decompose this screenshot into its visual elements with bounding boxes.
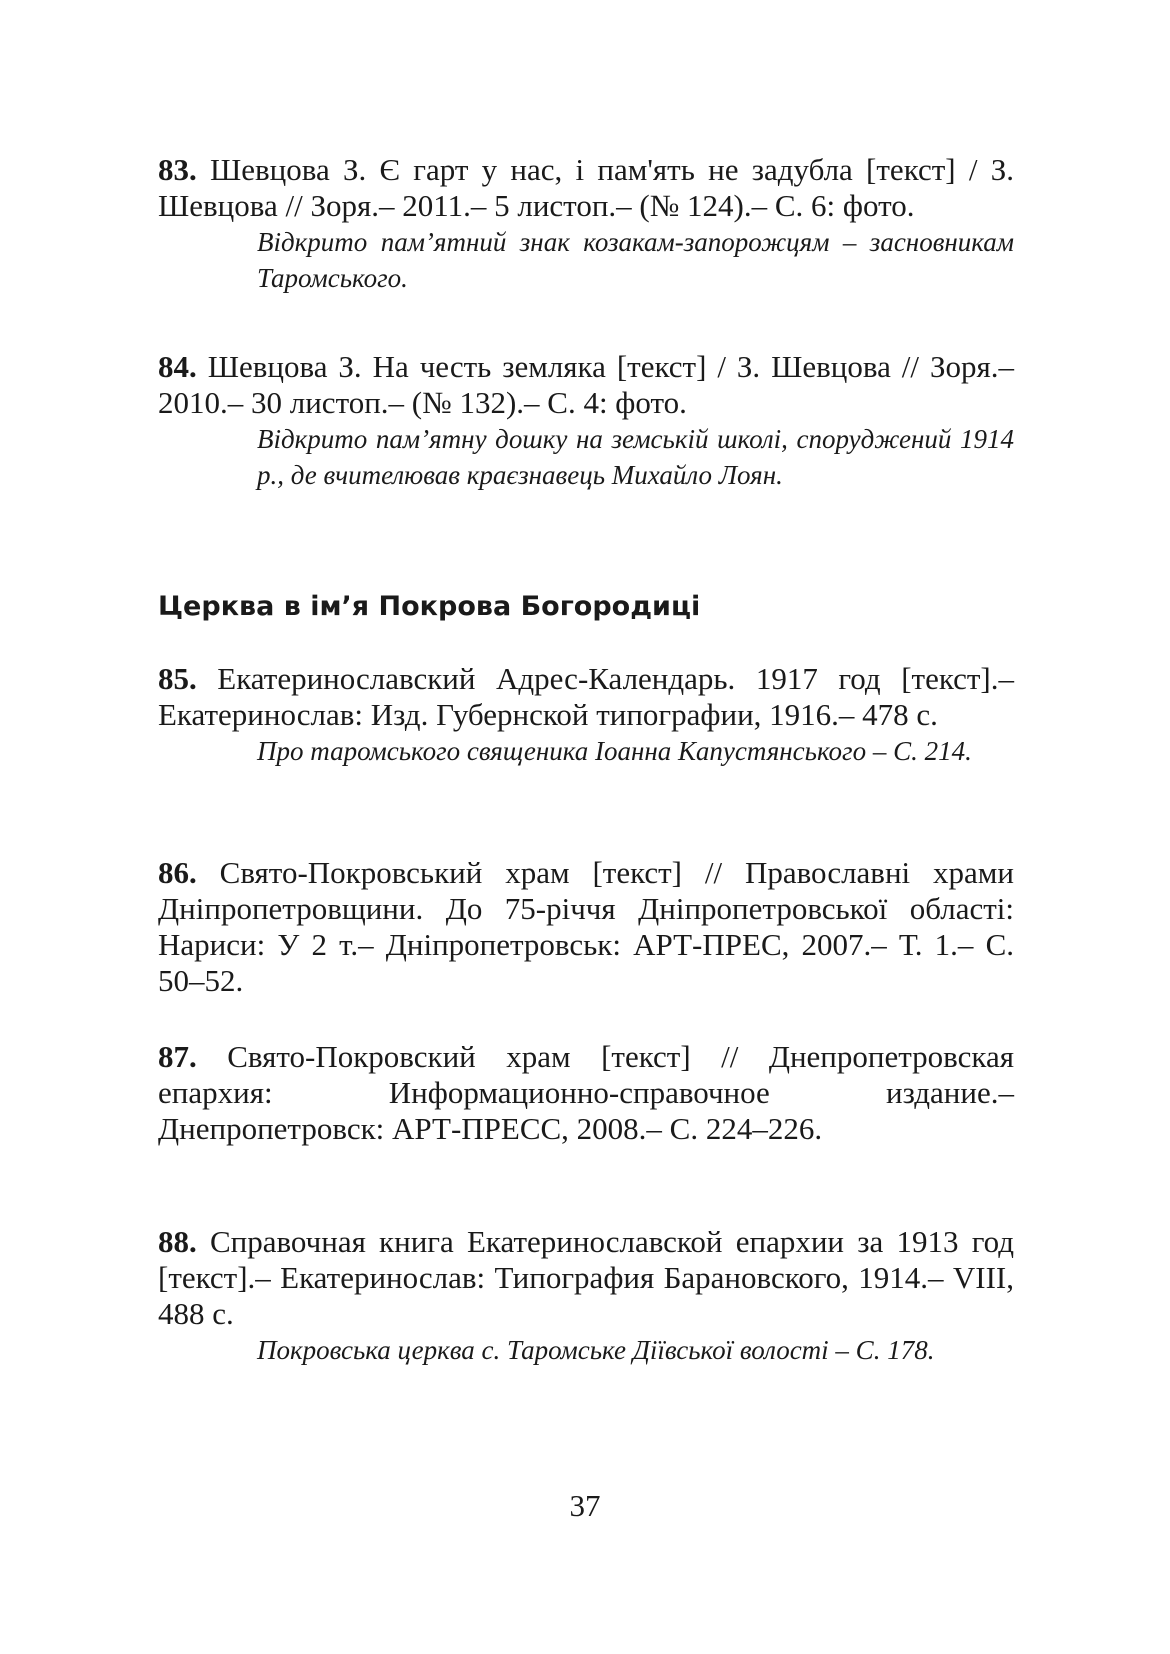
entry-annotation: Відкрито пам’ятний знак козакам-запорожцям – засновникам Таромського. xyxy=(257,227,1014,293)
bibliography-entry-85 xyxy=(158,661,1014,769)
entry-citation xyxy=(158,349,1014,421)
page-number: 37 xyxy=(569,1488,601,1523)
entry-number: 84. xyxy=(158,349,197,384)
entry-number: 85. xyxy=(158,661,197,696)
bibliography-entry-87 xyxy=(158,1039,1014,1147)
entry-number: 86. xyxy=(158,855,197,890)
bibliography-entry-86 xyxy=(158,855,1014,999)
entry-text: Свято-Покровський храм [текст] // Православні храми Дніпропетровщини. До 75-річчя Дніпропетровської області: Нариси: У 2 т.– Дніпропетровськ: АРТ-ПРЕС, 2007.– Т. 1.– С. 50–52. xyxy=(158,855,1014,998)
entry-citation xyxy=(158,1224,1014,1332)
bibliography-entry-83 xyxy=(158,152,1014,296)
entry-text: Шевцова З. На честь земляка [текст] / З. Шевцова // Зоря.– 2010.– 30 листоп.– (№ 132).– С. 4: фото. xyxy=(158,349,1015,420)
entry-annotation: Покровська церква с. Таромське Діївської волості – С. 178. xyxy=(257,1335,935,1365)
bibliography-entry-84 xyxy=(158,349,1014,493)
entry-citation xyxy=(158,152,1014,224)
section-heading: Церква в ім’я Покрова Богородиці xyxy=(158,591,701,622)
entry-citation xyxy=(158,661,1014,733)
entry-annotation: Про таромського священика Іоанна Капустянського – С. 214. xyxy=(257,736,972,766)
entry-text: Шевцова З. Є гарт у нас, і пам'ять не задубла [текст] / З. Шевцова // Зоря.– 2011.– 5 листоп.– (№ 124).– С. 6: фото. xyxy=(158,152,1015,223)
entry-number: 88. xyxy=(158,1224,197,1259)
entry-annotation: Відкрито пам’ятну дошку на земській школі, споруджений 1914 р., де вчителював краєзнавець Михайло Лоян. xyxy=(257,424,1014,490)
bibliography-entry-88 xyxy=(158,1224,1014,1368)
entry-number: 87. xyxy=(158,1039,197,1074)
entry-citation xyxy=(158,855,1014,999)
entry-citation xyxy=(158,1039,1014,1147)
entry-text: Свято-Покровский храм [текст] // Днепропетровская епархия: Информационно-справочное издание.– Днепропетровск: АРТ-ПРЕСС, 2008.– С. 224–226. xyxy=(158,1039,1014,1146)
entry-text: Справочная книга Екатеринославской епархии за 1913 год [текст].– Екатеринослав: Типография Барановского, 1914.– VIII, 488 с. xyxy=(158,1224,1015,1331)
entry-number: 83. xyxy=(158,152,197,187)
entry-text: Екатеринославский Адрес-Календарь. 1917 год [текст].– Екатеринослав: Изд. Губернской типографии, 1916.– 478 с. xyxy=(158,661,1015,732)
